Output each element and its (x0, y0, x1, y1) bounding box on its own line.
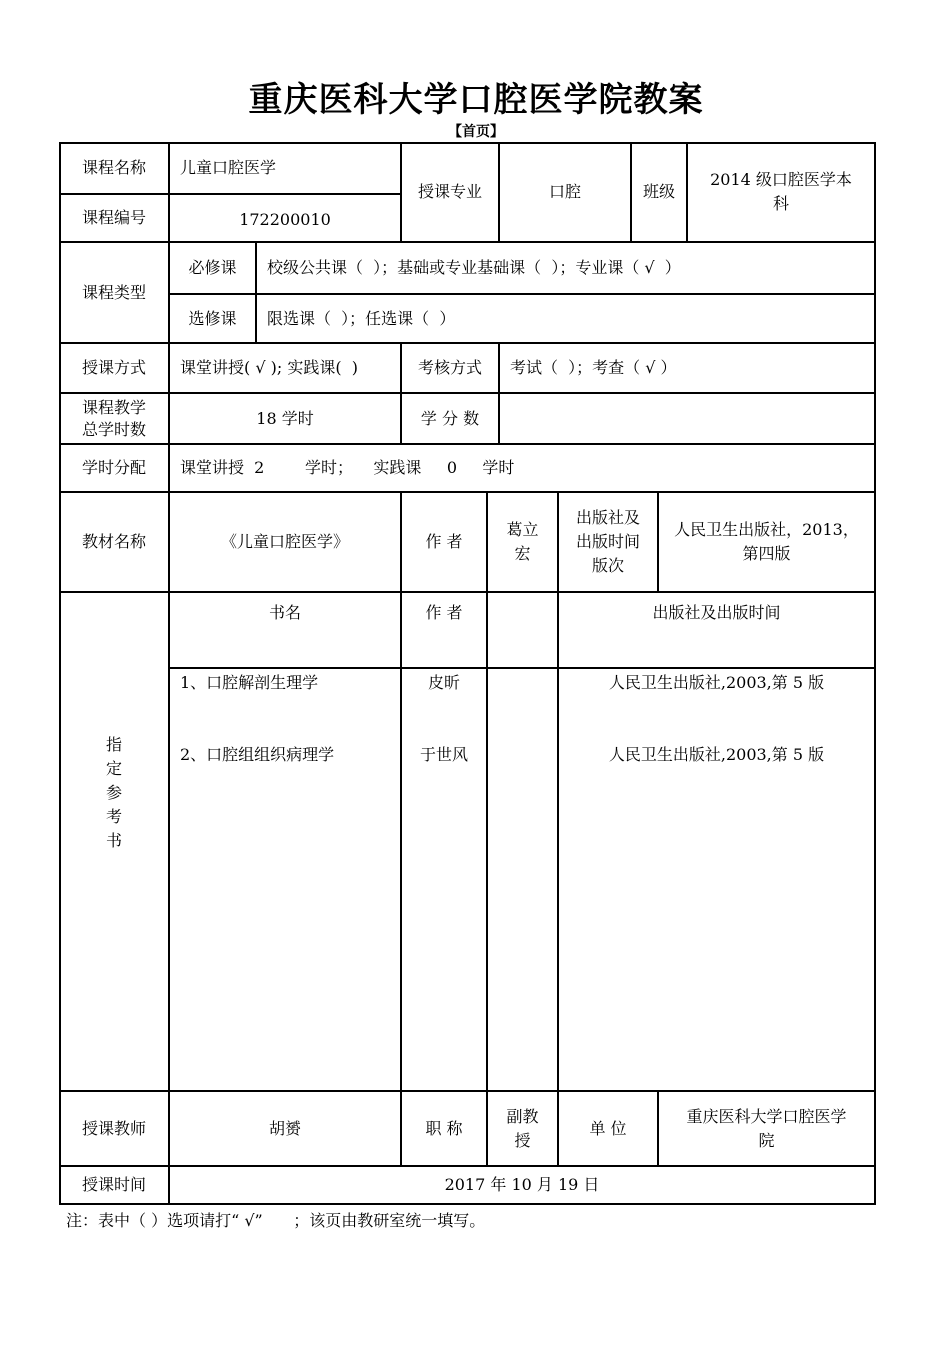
ref-header-title: 书名 (268, 603, 301, 622)
exam-method-value: 考试（ ）；考查（ √ ） (510, 358, 677, 377)
footnote: 注：表中（ ）选项请打“ √” ；该页由教研室统一填写。 (66, 1211, 486, 1230)
teacher-value: 胡赟 (268, 1118, 301, 1138)
document-subtitle: 【首页】 (448, 124, 504, 140)
label-course-code: 课程编号 (81, 208, 146, 227)
textbook-author-value: 葛立 宏 (506, 520, 539, 563)
elective-options: 限选课（ ）；任选课（ ） (267, 308, 456, 328)
course-code-value: 172200010 (239, 210, 331, 229)
label-unit: 单 位 (589, 1118, 627, 1138)
unit-value: 重庆医科大学口腔医学 院 (686, 1106, 847, 1150)
label-publisher-edition: 出版社及 出版时间 版次 (575, 508, 640, 575)
label-hour-dist: 学时分配 (81, 458, 146, 477)
label-course-name: 课程名称 (81, 158, 146, 177)
ref-book-author: 皮昕 (427, 673, 460, 692)
label-teacher: 授课教师 (81, 1118, 146, 1138)
hour-dist-value: 课堂讲授 2 学时； 实践课 0 学时 (180, 458, 515, 477)
label-course-type: 课程类型 (81, 282, 146, 302)
label-major: 授课专业 (417, 182, 482, 201)
teach-time-value: 2017 年 10 月 19 日 (444, 1175, 600, 1194)
ref-book-title: 2、口腔组组织病理学 (180, 745, 335, 764)
label-textbook: 教材名称 (81, 532, 146, 551)
label-total-hours: 课程教学 总学时数 (81, 397, 146, 439)
label-textbook-author: 作 者 (425, 532, 463, 551)
textbook-value: 《儿童口腔医学》 (220, 532, 349, 551)
textbook-publisher-value: 人民卫生出版社，2013， 第四版 (674, 520, 859, 563)
col-divider (486, 491, 488, 1165)
class-value: 2014 级口腔医学本 科 (710, 170, 852, 213)
ref-book-publisher: 人民卫生出版社,2003,第 5 版 (608, 673, 825, 692)
label-teach-method: 授课方式 (81, 358, 146, 377)
table-border-right (874, 142, 876, 1205)
course-name-value: 儿童口腔医学 (180, 158, 277, 177)
label-exam-method: 考核方式 (417, 358, 482, 377)
label-job-title: 职 称 (425, 1118, 463, 1138)
label-ref-books: 指 定 参 考 书 (105, 735, 122, 850)
ref-book-title: 1、口腔解剖生理学 (180, 673, 319, 692)
table-border-bottom (59, 1203, 876, 1205)
document-title: 重庆医科大学口腔医学院教案 (248, 80, 704, 120)
teach-method-value: 课堂讲授( √ ); 实践课( ) (180, 358, 358, 377)
label-credits: 学 分 数 (420, 408, 480, 428)
required-options: 校级公共课（ ）；基础或专业基础课（ ）；专业课（ √ ） (267, 258, 681, 277)
job-title-value: 副教 授 (506, 1106, 539, 1150)
total-hours-value: 18 学时 (256, 408, 314, 428)
label-teach-time: 授课时间 (81, 1175, 146, 1194)
label-elective: 选修课 (188, 308, 237, 328)
ref-header-author: 作 者 (425, 603, 463, 622)
ref-book-publisher: 人民卫生出版社,2003,第 5 版 (608, 745, 825, 764)
credits-value (500, 394, 874, 443)
major-value: 口腔 (548, 182, 581, 201)
label-class: 班级 (642, 182, 675, 201)
label-required: 必修课 (188, 258, 237, 277)
ref-header-publisher: 出版社及出版时间 (652, 603, 781, 622)
ref-book-author: 于世风 (419, 745, 468, 764)
